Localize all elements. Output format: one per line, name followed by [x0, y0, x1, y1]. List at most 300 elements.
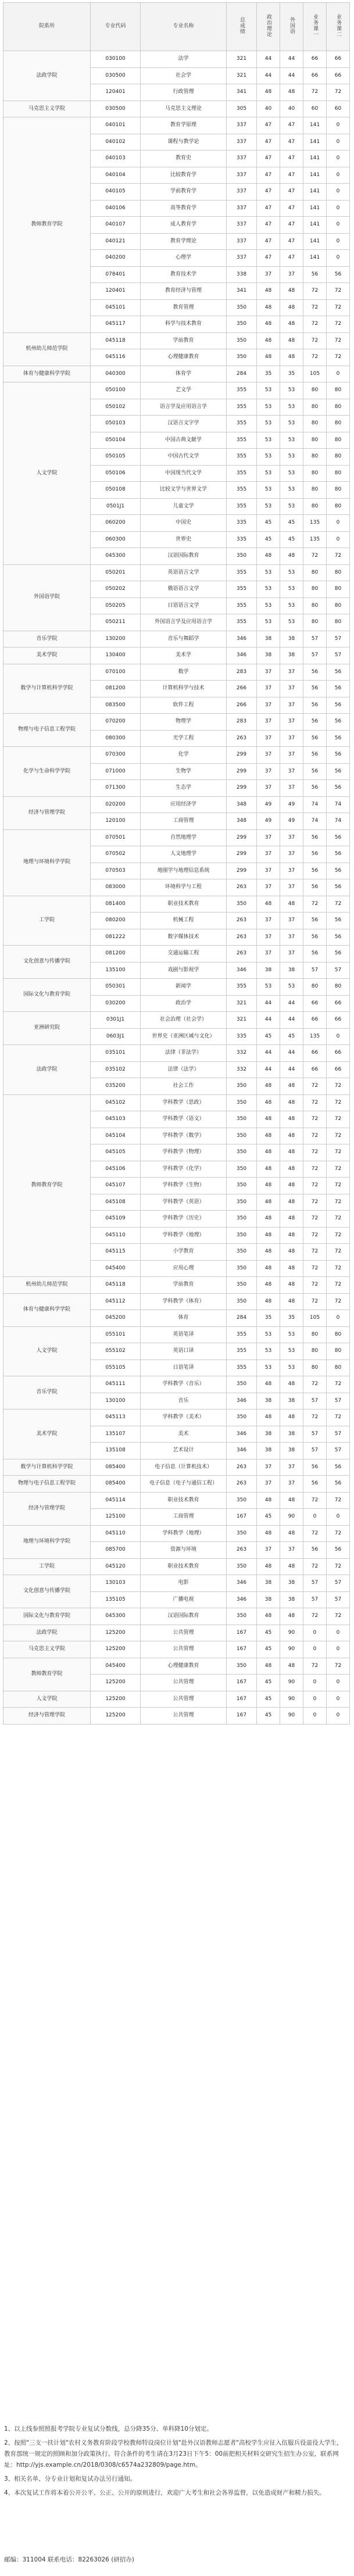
- table-row: [3, 1525, 350, 1542]
- major-code-cell: 050205: [91, 598, 141, 614]
- foreign-cell: 49: [280, 796, 303, 813]
- total-cell: 341: [227, 84, 257, 101]
- subject2-cell: 72: [327, 332, 350, 349]
- major-code-cell: 081222: [91, 929, 141, 946]
- major-name-cell: 电子信息（计算机技术）: [141, 1459, 227, 1476]
- major-code-cell: 040105: [91, 184, 141, 201]
- foreign-cell: 37: [280, 763, 303, 780]
- politics-cell: 48: [257, 1211, 280, 1228]
- total-cell: 350: [227, 1492, 257, 1509]
- foreign-cell: 48: [280, 1492, 303, 1509]
- politics-cell: 45: [257, 1509, 280, 1526]
- subject2-cell: 80: [327, 498, 350, 515]
- subject1-cell: 80: [303, 449, 327, 466]
- dept-cell: 人文学院: [3, 382, 91, 565]
- major-code-cell: 130103: [91, 1575, 141, 1592]
- total-cell: 263: [227, 730, 257, 747]
- foreign-cell: 53: [280, 979, 303, 996]
- subject2-cell: 57: [327, 647, 350, 664]
- major-code-cell: 035102: [91, 1061, 141, 1078]
- major-code-cell: 045112: [91, 1293, 141, 1310]
- major-name-cell: 法学: [141, 51, 227, 68]
- subject2-cell: 56: [327, 747, 350, 764]
- subject1-cell: 141: [303, 250, 327, 267]
- subject1-cell: 72: [303, 1144, 327, 1161]
- table-row: [3, 1625, 350, 1641]
- major-code-cell: 035101: [91, 1045, 141, 1062]
- major-name-cell: 机械工程: [141, 913, 227, 929]
- table-row: [3, 796, 350, 813]
- major-name-cell: 应用心理: [141, 1260, 227, 1277]
- foreign-cell: 37: [280, 681, 303, 697]
- major-name-cell: 比较教育学: [141, 167, 227, 184]
- major-code-cell: 078401: [91, 266, 141, 283]
- major-name-cell: 计算机科学与技术: [141, 681, 227, 697]
- foreign-cell: 38: [280, 1426, 303, 1443]
- total-cell: 355: [227, 581, 257, 598]
- total-cell: 299: [227, 846, 257, 863]
- politics-cell: 45: [257, 1691, 280, 1708]
- major-code-cell: 080200: [91, 913, 141, 929]
- total-cell: 350: [227, 299, 257, 316]
- subject2-cell: 74: [327, 813, 350, 830]
- subject2-cell: 56: [327, 863, 350, 879]
- foreign-cell: 48: [280, 1277, 303, 1294]
- subject2-cell: 56: [327, 1542, 350, 1559]
- politics-cell: 38: [257, 962, 280, 979]
- score-table-sheet: [3, 2, 349, 1725]
- major-code-cell: 060200: [91, 515, 141, 532]
- major-name-cell: 小学教育: [141, 1244, 227, 1261]
- politics-cell: 53: [257, 416, 280, 432]
- dept-cell: 马克思主义学院: [3, 1641, 91, 1658]
- major-name-cell: 职业技术教育: [141, 1492, 227, 1509]
- foreign-cell: 45: [280, 515, 303, 532]
- table-body: [3, 51, 350, 1725]
- subject2-cell: 56: [327, 266, 350, 283]
- major-name-cell: 教育管理: [141, 299, 227, 316]
- subject2-cell: 72: [327, 1128, 350, 1144]
- major-name-cell: 学科教学（物理）: [141, 1144, 227, 1161]
- subject1-cell: 80: [303, 498, 327, 515]
- foreign-cell: 48: [280, 548, 303, 565]
- subject2-cell: 0: [327, 515, 350, 532]
- major-name-cell: 心理健康教育: [141, 349, 227, 366]
- subject1-cell: 57: [303, 647, 327, 664]
- foreign-cell: 37: [280, 266, 303, 283]
- total-cell: 346: [227, 1393, 257, 1409]
- major-code-cell: 071300: [91, 780, 141, 797]
- subject1-cell: 72: [303, 1376, 327, 1393]
- major-name-cell: 体育学: [141, 366, 227, 382]
- total-cell: 355: [227, 399, 257, 416]
- politics-cell: 53: [257, 382, 280, 399]
- subject1-cell: 72: [303, 1277, 327, 1294]
- major-name-cell: 科学与技术教育: [141, 316, 227, 333]
- subject1-cell: 72: [303, 332, 327, 349]
- total-cell: 355: [227, 498, 257, 515]
- subject2-cell: 72: [327, 283, 350, 300]
- total-cell: 350: [227, 1260, 257, 1277]
- subject1-cell: 72: [303, 84, 327, 101]
- major-code-cell: 050104: [91, 432, 141, 449]
- major-code-cell: 050301: [91, 979, 141, 996]
- subject2-cell: 57: [327, 631, 350, 647]
- subject2-cell: 80: [327, 382, 350, 399]
- subject2-cell: 72: [327, 1376, 350, 1393]
- major-code-cell: 045118: [91, 332, 141, 349]
- foreign-cell: 37: [280, 1476, 303, 1493]
- subject1-cell: 57: [303, 631, 327, 647]
- dept-cell: 工学院: [3, 896, 91, 946]
- dept-cell: 物理与电子信息工程学院: [3, 714, 91, 747]
- major-name-cell: 教育学理论: [141, 233, 227, 250]
- total-cell: 350: [227, 896, 257, 913]
- politics-cell: 44: [257, 1061, 280, 1078]
- major-name-cell: 化学: [141, 747, 227, 764]
- politics-cell: 37: [257, 863, 280, 879]
- foreign-cell: 48: [280, 1194, 303, 1211]
- subject1-cell: 80: [303, 598, 327, 614]
- major-code-cell: 055102: [91, 1343, 141, 1360]
- politics-cell: 44: [257, 51, 280, 68]
- major-code-cell: 050202: [91, 581, 141, 598]
- major-code-cell: 045110: [91, 1227, 141, 1244]
- total-cell: 350: [227, 1658, 257, 1675]
- table-row: [3, 1459, 350, 1476]
- table-row: [3, 1476, 350, 1493]
- major-name-cell: 社会治理（社会学）: [141, 1012, 227, 1029]
- major-name-cell: 数字媒体技术: [141, 929, 227, 946]
- major-code-cell: 030100: [91, 51, 141, 68]
- total-cell: 350: [227, 1128, 257, 1144]
- subject2-cell: 56: [327, 879, 350, 896]
- politics-cell: 45: [257, 1675, 280, 1691]
- major-code-cell: 125200: [91, 1691, 141, 1708]
- subject2-cell: 0: [327, 1708, 350, 1725]
- politics-cell: 37: [257, 946, 280, 963]
- subject1-cell: 80: [303, 416, 327, 432]
- subject2-cell: 72: [327, 1094, 350, 1111]
- subject1-cell: 72: [303, 349, 327, 366]
- subject2-cell: 0: [327, 134, 350, 151]
- subject1-cell: 80: [303, 382, 327, 399]
- foreign-cell: 48: [280, 332, 303, 349]
- foreign-cell: 53: [280, 614, 303, 631]
- major-code-cell: 045109: [91, 1211, 141, 1228]
- table-row: [3, 896, 350, 913]
- subject2-cell: 72: [327, 1178, 350, 1194]
- politics-cell: 38: [257, 1393, 280, 1409]
- foreign-cell: 48: [280, 283, 303, 300]
- politics-cell: 48: [257, 1525, 280, 1542]
- foreign-cell: 48: [280, 1409, 303, 1426]
- major-name-cell: 应用经济学: [141, 796, 227, 813]
- politics-cell: 53: [257, 1359, 280, 1376]
- major-name-cell: 教育学原理: [141, 117, 227, 134]
- foreign-cell: 44: [280, 51, 303, 68]
- major-name-cell: 音乐: [141, 1393, 227, 1409]
- foreign-cell: 37: [280, 730, 303, 747]
- subject1-cell: 56: [303, 929, 327, 946]
- total-cell: 167: [227, 1625, 257, 1641]
- subject1-cell: 72: [303, 1558, 327, 1575]
- major-name-cell: 学科教学（语文）: [141, 1111, 227, 1128]
- politics-cell: 45: [257, 515, 280, 532]
- total-cell: 332: [227, 1061, 257, 1078]
- header-major: 专业名称: [141, 3, 227, 51]
- table-row: [3, 1708, 350, 1725]
- foreign-cell: 37: [280, 697, 303, 714]
- foreign-cell: 38: [280, 1575, 303, 1592]
- politics-cell: 53: [257, 432, 280, 449]
- politics-cell: 47: [257, 200, 280, 217]
- subject1-cell: 56: [303, 730, 327, 747]
- subject1-cell: 56: [303, 763, 327, 780]
- subject2-cell: 72: [327, 1144, 350, 1161]
- foreign-cell: 48: [280, 1525, 303, 1542]
- major-name-cell: 比较文学与世界文学: [141, 482, 227, 499]
- table-row: [3, 366, 350, 382]
- major-code-cell: 045116: [91, 349, 141, 366]
- foreign-cell: 53: [280, 449, 303, 466]
- politics-cell: 45: [257, 1028, 280, 1045]
- notes-section: [4, 2424, 347, 2502]
- politics-cell: 40: [257, 101, 280, 117]
- major-name-cell: 中国古代文学: [141, 449, 227, 466]
- politics-cell: 47: [257, 184, 280, 201]
- foreign-cell: 53: [280, 598, 303, 614]
- subject2-cell: 72: [327, 1277, 350, 1294]
- major-name-cell: 世界史: [141, 531, 227, 548]
- major-name-cell: 体育: [141, 1310, 227, 1327]
- foreign-cell: 48: [280, 316, 303, 333]
- politics-cell: 49: [257, 813, 280, 830]
- subject2-cell: 0: [327, 167, 350, 184]
- foreign-cell: 48: [280, 1293, 303, 1310]
- dept-cell: 体育与健康科学学院: [3, 1293, 91, 1326]
- politics-cell: 45: [257, 531, 280, 548]
- total-cell: 337: [227, 200, 257, 217]
- major-code-cell: 0603J1: [91, 1028, 141, 1045]
- subject2-cell: 80: [327, 564, 350, 581]
- subject2-cell: 0: [327, 151, 350, 167]
- major-code-cell: 050103: [91, 416, 141, 432]
- politics-cell: 47: [257, 134, 280, 151]
- major-name-cell: 交通运输工程: [141, 946, 227, 963]
- table-header-row: [3, 3, 350, 51]
- subject2-cell: 0: [327, 200, 350, 217]
- total-cell: 263: [227, 913, 257, 929]
- subject1-cell: 56: [303, 747, 327, 764]
- subject1-cell: 72: [303, 283, 327, 300]
- subject2-cell: 72: [327, 896, 350, 913]
- major-name-cell: 马克思主义理论: [141, 101, 227, 117]
- subject1-cell: 141: [303, 184, 327, 201]
- politics-cell: 53: [257, 1343, 280, 1360]
- major-name-cell: 工商管理: [141, 1509, 227, 1526]
- subject2-cell: 57: [327, 1575, 350, 1592]
- subject2-cell: 56: [327, 846, 350, 863]
- major-name-cell: 政治学: [141, 995, 227, 1012]
- major-name-cell: 公共管理: [141, 1641, 227, 1658]
- table-row: [3, 1691, 350, 1708]
- subject1-cell: 72: [303, 1658, 327, 1675]
- major-code-cell: 135105: [91, 1591, 141, 1608]
- subject2-cell: 66: [327, 51, 350, 68]
- politics-cell: 37: [257, 929, 280, 946]
- dept-cell: 美术学院: [3, 647, 91, 664]
- subject1-cell: 141: [303, 217, 327, 234]
- politics-cell: 44: [257, 67, 280, 84]
- foreign-cell: 44: [280, 67, 303, 84]
- table-row: [3, 1658, 350, 1675]
- subject2-cell: 0: [327, 184, 350, 201]
- subject2-cell: 80: [327, 581, 350, 598]
- dept-cell: 马克思主义学院: [3, 101, 91, 117]
- total-cell: 335: [227, 1028, 257, 1045]
- total-cell: 338: [227, 266, 257, 283]
- subject2-cell: 66: [327, 995, 350, 1012]
- foreign-cell: 38: [280, 1591, 303, 1608]
- subject1-cell: 80: [303, 1359, 327, 1376]
- subject1-cell: 57: [303, 962, 327, 979]
- subject1-cell: 72: [303, 316, 327, 333]
- foreign-cell: 53: [280, 465, 303, 482]
- major-name-cell: 中国史: [141, 515, 227, 532]
- politics-cell: 49: [257, 796, 280, 813]
- major-code-cell: 125200: [91, 1675, 141, 1691]
- foreign-cell: 53: [280, 564, 303, 581]
- note-4: 4、本次复试工作将本着公开公平、公正、公开的原则进行，欢迎广大考生和社会各界监督，以免造成财产和精力损失。: [4, 2489, 326, 2496]
- foreign-cell: 48: [280, 299, 303, 316]
- major-code-cell: 045106: [91, 1161, 141, 1178]
- subject1-cell: 56: [303, 780, 327, 797]
- foreign-cell: 47: [280, 217, 303, 234]
- subject1-cell: 57: [303, 1393, 327, 1409]
- major-name-cell: 语言学及应用语言学: [141, 399, 227, 416]
- major-code-cell: 050100: [91, 382, 141, 399]
- major-name-cell: 公共管理: [141, 1625, 227, 1641]
- table-row: [3, 631, 350, 647]
- subject1-cell: 56: [303, 1542, 327, 1559]
- foreign-cell: 90: [280, 1641, 303, 1658]
- politics-cell: 48: [257, 548, 280, 565]
- subject2-cell: 57: [327, 1591, 350, 1608]
- total-cell: 355: [227, 614, 257, 631]
- major-code-cell: 045117: [91, 316, 141, 333]
- major-name-cell: 物理学: [141, 714, 227, 731]
- foreign-cell: 37: [280, 929, 303, 946]
- total-cell: 337: [227, 134, 257, 151]
- foreign-cell: 44: [280, 1012, 303, 1029]
- foreign-cell: 44: [280, 1061, 303, 1078]
- foreign-cell: 48: [280, 1144, 303, 1161]
- politics-cell: 47: [257, 117, 280, 134]
- subject1-cell: 0: [303, 1708, 327, 1725]
- subject1-cell: 56: [303, 879, 327, 896]
- politics-cell: 38: [257, 1591, 280, 1608]
- major-code-cell: 130200: [91, 631, 141, 647]
- politics-cell: 38: [257, 1443, 280, 1459]
- total-cell: 355: [227, 1326, 257, 1343]
- politics-cell: 53: [257, 598, 280, 614]
- politics-cell: 45: [257, 1708, 280, 1725]
- total-cell: 284: [227, 366, 257, 382]
- subject2-cell: 56: [327, 681, 350, 697]
- total-cell: 350: [227, 1094, 257, 1111]
- foreign-cell: 37: [280, 664, 303, 681]
- total-cell: 350: [227, 548, 257, 565]
- major-name-cell: 学科教学（地理）: [141, 1227, 227, 1244]
- foreign-cell: 47: [280, 200, 303, 217]
- major-code-cell: 045111: [91, 1376, 141, 1393]
- subject1-cell: 56: [303, 1459, 327, 1476]
- total-cell: 337: [227, 151, 257, 167]
- subject2-cell: 56: [327, 913, 350, 929]
- total-cell: 355: [227, 465, 257, 482]
- total-cell: 355: [227, 432, 257, 449]
- subject1-cell: 80: [303, 1326, 327, 1343]
- total-cell: 355: [227, 449, 257, 466]
- major-name-cell: 公共管理: [141, 1675, 227, 1691]
- major-code-cell: 120100: [91, 813, 141, 830]
- subject1-cell: 66: [303, 1061, 327, 1078]
- foreign-cell: 37: [280, 780, 303, 797]
- politics-cell: 48: [257, 1111, 280, 1128]
- politics-cell: 37: [257, 1459, 280, 1476]
- subject1-cell: 135: [303, 1028, 327, 1045]
- major-code-cell: 083000: [91, 879, 141, 896]
- subject1-cell: 56: [303, 1476, 327, 1493]
- politics-cell: 44: [257, 995, 280, 1012]
- subject2-cell: 0: [327, 366, 350, 382]
- subject2-cell: 80: [327, 1343, 350, 1360]
- major-name-cell: 中国现当代文学: [141, 465, 227, 482]
- politics-cell: 38: [257, 1426, 280, 1443]
- total-cell: 321: [227, 67, 257, 84]
- major-name-cell: 学科教学（音乐）: [141, 1376, 227, 1393]
- dept-cell: 亚洲研究院: [3, 1012, 91, 1045]
- total-cell: 350: [227, 1211, 257, 1228]
- major-code-cell: 045110: [91, 1525, 141, 1542]
- dept-cell: 机州幼儿师范学院: [3, 332, 91, 366]
- total-cell: 355: [227, 482, 257, 499]
- total-cell: 337: [227, 184, 257, 201]
- foreign-cell: 48: [280, 1111, 303, 1128]
- major-code-cell: 045114: [91, 1492, 141, 1509]
- dept-cell: 数学与计算机科学学院: [3, 664, 91, 714]
- major-name-cell: 生态学: [141, 780, 227, 797]
- major-name-cell: 音乐与舞蹈学: [141, 631, 227, 647]
- total-cell: 350: [227, 1144, 257, 1161]
- header-politics: 政治理论: [257, 3, 280, 51]
- subject2-cell: 66: [327, 1012, 350, 1029]
- total-cell: 355: [227, 564, 257, 581]
- subject2-cell: 72: [327, 84, 350, 101]
- subject2-cell: 72: [327, 1211, 350, 1228]
- major-code-cell: 070503: [91, 863, 141, 879]
- total-cell: 284: [227, 1310, 257, 1327]
- subject2-cell: 56: [327, 1459, 350, 1476]
- subject1-cell: 56: [303, 681, 327, 697]
- major-name-cell: 戏剧与影视学: [141, 962, 227, 979]
- politics-cell: 48: [257, 332, 280, 349]
- total-cell: 341: [227, 283, 257, 300]
- politics-cell: 48: [257, 1376, 280, 1393]
- table-row: [3, 117, 350, 134]
- major-name-cell: 公共管理: [141, 1708, 227, 1725]
